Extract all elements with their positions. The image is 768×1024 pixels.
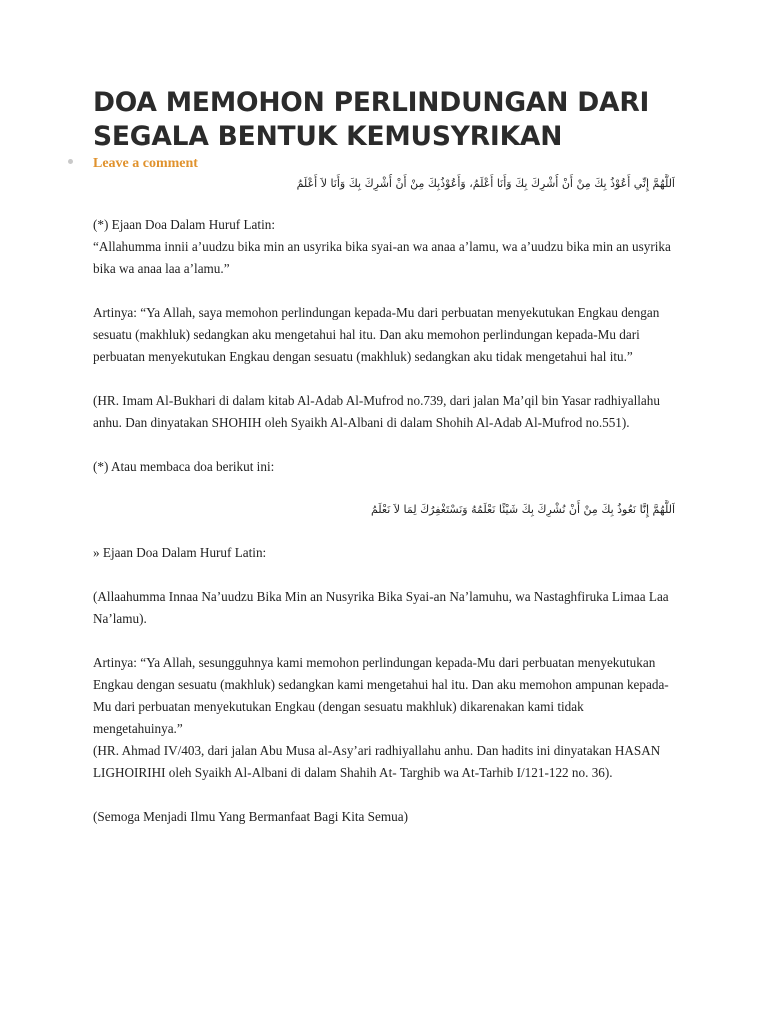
leave-comment-link[interactable]: Leave a comment bbox=[93, 156, 198, 171]
alternative-prayer-heading: (*) Atau membaca doa berikut ini: bbox=[93, 459, 275, 474]
hadith-reference-1: (HR. Imam Al-Bukhari di dalam kitab Al-Adab Al-Mufrod no.739, dari jalan Ma’qil bin Yasar radhiyallahu anhu. Dan dinyatakan SHOHIH oleh Syaikh Al-Albani di dalam Shohih Al-Adab Al-Mufrod no.551). bbox=[93, 393, 660, 430]
closing-note: (Semoga Menjadi Ilmu Yang Bermanfaat Bagi Kita Semua) bbox=[93, 809, 408, 824]
post-meta bbox=[93, 154, 673, 174]
arabic-prayer-2: اَللَّهُمَّ إِنَّا نَعُوذُ بِكَ مِنْ أَنْ نُشْرِكَ بِكَ شَيْئًا نَعْلَمُهُ وَنَسْتَغْفِرُكَ لِمَا لاَ نَعْلَمُ bbox=[370, 503, 675, 516]
ejaan-heading-1: (*) Ejaan Doa Dalam Huruf Latin: bbox=[93, 217, 275, 232]
article bbox=[93, 86, 673, 828]
bullet-icon bbox=[68, 159, 73, 164]
hadith-reference-2: (HR. Ahmad IV/403, dari jalan Abu Musa al-Asy’ari radhiyallahu anhu. Dan hadits ini dinyatakan HASAN LIGHOIRIHI oleh Syaikh Al-Albani di dalam Shahih At- Targhib wa At-Tarhib I/121-122 no. 36). bbox=[93, 743, 661, 780]
latin-transliteration-1: “Allahumma innii a’uudzu bika min an usyrika bika syai-an wa anaa a’lamu, wa a’uudzu bika min an usyrika bika wa anaa laa a’lamu.” bbox=[93, 239, 671, 276]
translation-2: Artinya: “Ya Allah, sesungguhnya kami memohon perlindungan kepada-Mu dari perbuatan menyekutukan Engkau dengan sesuatu (makhluk) sedangkan kami mengetahui hal itu. Dan aku memohon ampunan kepada-Mu dari perbuatan menyekutukan Engkau (dengan sesuatu makhluk) dikarenakan kami tidak mengetahuinya.” bbox=[93, 655, 669, 736]
article-title: DOA MEMOHON PERLINDUNGAN DARI SEGALA BENTUK KEMUSYRIKAN bbox=[93, 87, 650, 152]
ejaan-heading-2: » Ejaan Doa Dalam Huruf Latin: bbox=[93, 545, 267, 560]
arabic-prayer-1: اَللَّهُمَّ إِنِّي أَعُوْذُ بِكَ مِنْ أَنْ أُشْرِكَ بِكَ وَأَنَا أَعْلَمُ، وَأَعُوْذُبِكَ مِنْ أَنْ أُشْرِكَ بِكَ وَأَنَا لاَ أَعْلَمُ bbox=[296, 177, 675, 190]
latin-transliteration-2: (Allaahumma Innaa Na’uudzu Bika Min an Nusyrika Bika Syai-an Na’lamuhu, wa Nastaghfiruka Limaa Laa Na’lamu). bbox=[93, 589, 669, 626]
translation-1: Artinya: “Ya Allah, saya memohon perlindungan kepada-Mu dari perbuatan menyekutukan Engkau dengan sesuatu (makhluk) sedangkan aku mengetahui hal itu. Dan aku memohon perlindungan kepada-Mu dari perbuatan menyekutukan Engkau dengan sesuatu (makhluk) sedangkan aku tidak mengetahui hal itu.” bbox=[93, 305, 660, 364]
